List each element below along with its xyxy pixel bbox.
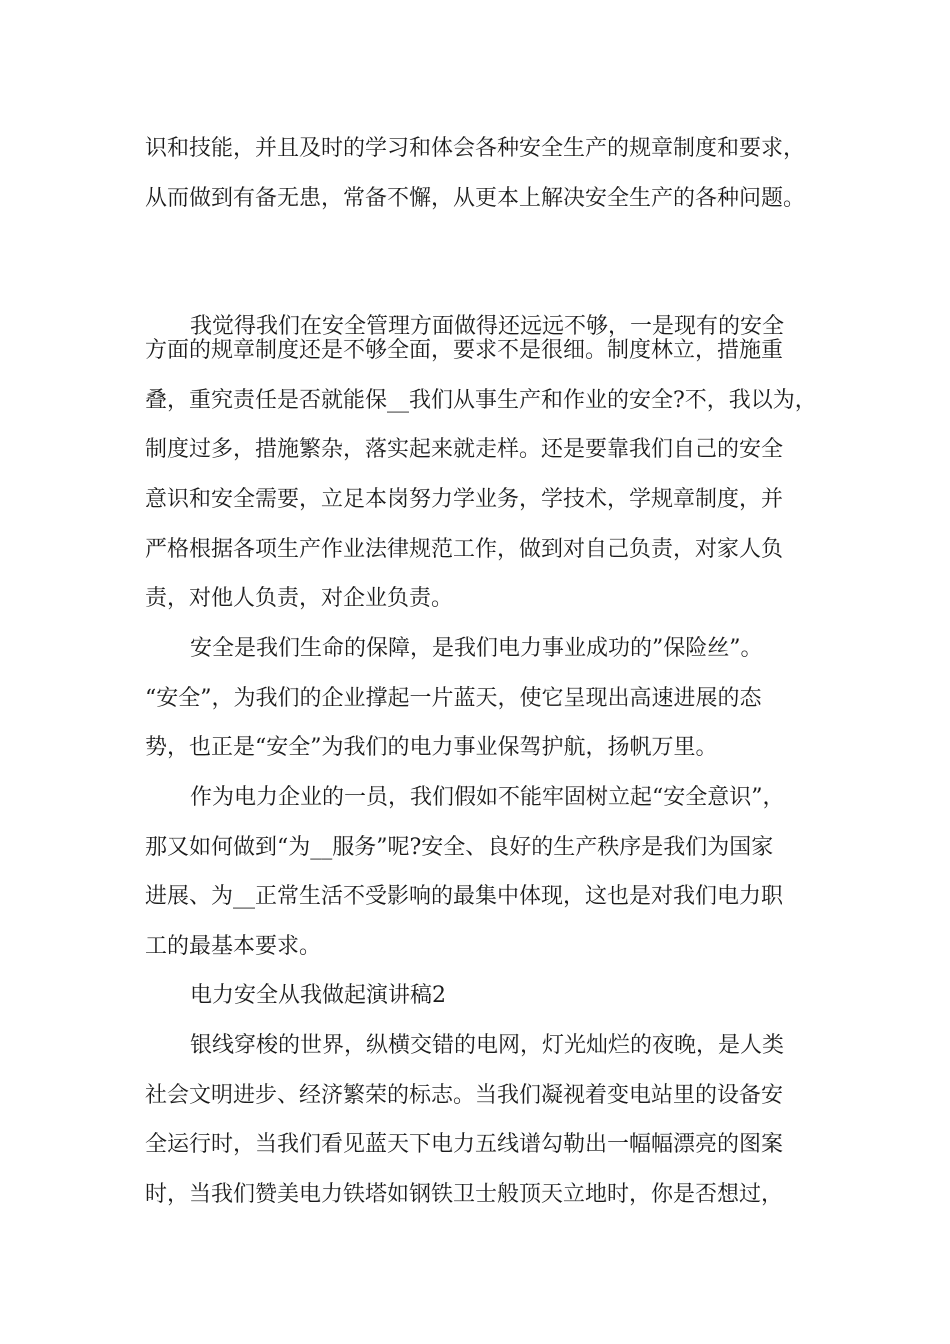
text-line: 责，对他人负责，对企业负责。 <box>145 586 454 611</box>
text-line: 势，也正是“安全”为我们的电力事业保驾护航，扬帆万里。 <box>145 735 718 760</box>
text-line: 工的最基本要求。 <box>145 934 322 959</box>
text-line: 进展、为__正常生活不受影响的最集中体现，这也是对我们电力职 <box>145 884 784 909</box>
text-line: “安全”，为我们的企业撑起一片蓝天，使它呈现出高速进展的态 <box>145 686 762 711</box>
text-line: 严格根据各项生产作业法律规范工作，做到对自己负责，对家人负 <box>145 537 784 562</box>
text-line: 从而做到有备无患，常备不懈，从更本上解决安全生产的各种问题。 <box>145 186 806 211</box>
text-line: 叠，重究责任是否就能保__我们从事生产和作业的安全?不，我以为， <box>145 388 817 413</box>
text-line: 方面的规章制度还是不够全面，要求不是很细。制度林立，措施重 <box>145 338 784 363</box>
text-line: 社会文明进步、经济繁荣的标志。当我们凝视着变电站里的设备安 <box>145 1083 784 1108</box>
text-line: 我觉得我们在安全管理方面做得还远远不够，一是现有的安全 <box>190 314 785 339</box>
text-line: 全运行时，当我们看见蓝天下电力五线谱勾勒出一幅幅漂亮的图案 <box>145 1132 784 1157</box>
text-line: 银线穿梭的世界，纵横交错的电网，灯光灿烂的夜晚，是人类 <box>190 1033 785 1058</box>
text-line: 制度过多，措施繁杂，落实起来就走样。还是要靠我们自己的安全 <box>145 437 784 462</box>
text-line: 时，当我们赞美电力铁塔如钢铁卫士般顶天立地时，你是否想过， <box>145 1182 784 1207</box>
text-line: 识和技能，并且及时的学习和体会各种安全生产的规章制度和要求， <box>145 136 806 161</box>
text-line: 作为电力企业的一员，我们假如不能牢固树立起“安全意识”， <box>190 785 785 810</box>
section-heading: 电力安全从我做起演讲稿2 <box>190 983 446 1008</box>
text-line: 意识和安全需要，立足本岗努力学业务，学技术，学规章制度，并 <box>145 487 784 512</box>
text-line: 那又如何做到“为__服务”呢?安全、良好的生产秩序是我们为国家 <box>145 835 774 860</box>
text-line: 安全是我们生命的保障，是我们电力事业成功的”保险丝”。 <box>190 636 763 661</box>
